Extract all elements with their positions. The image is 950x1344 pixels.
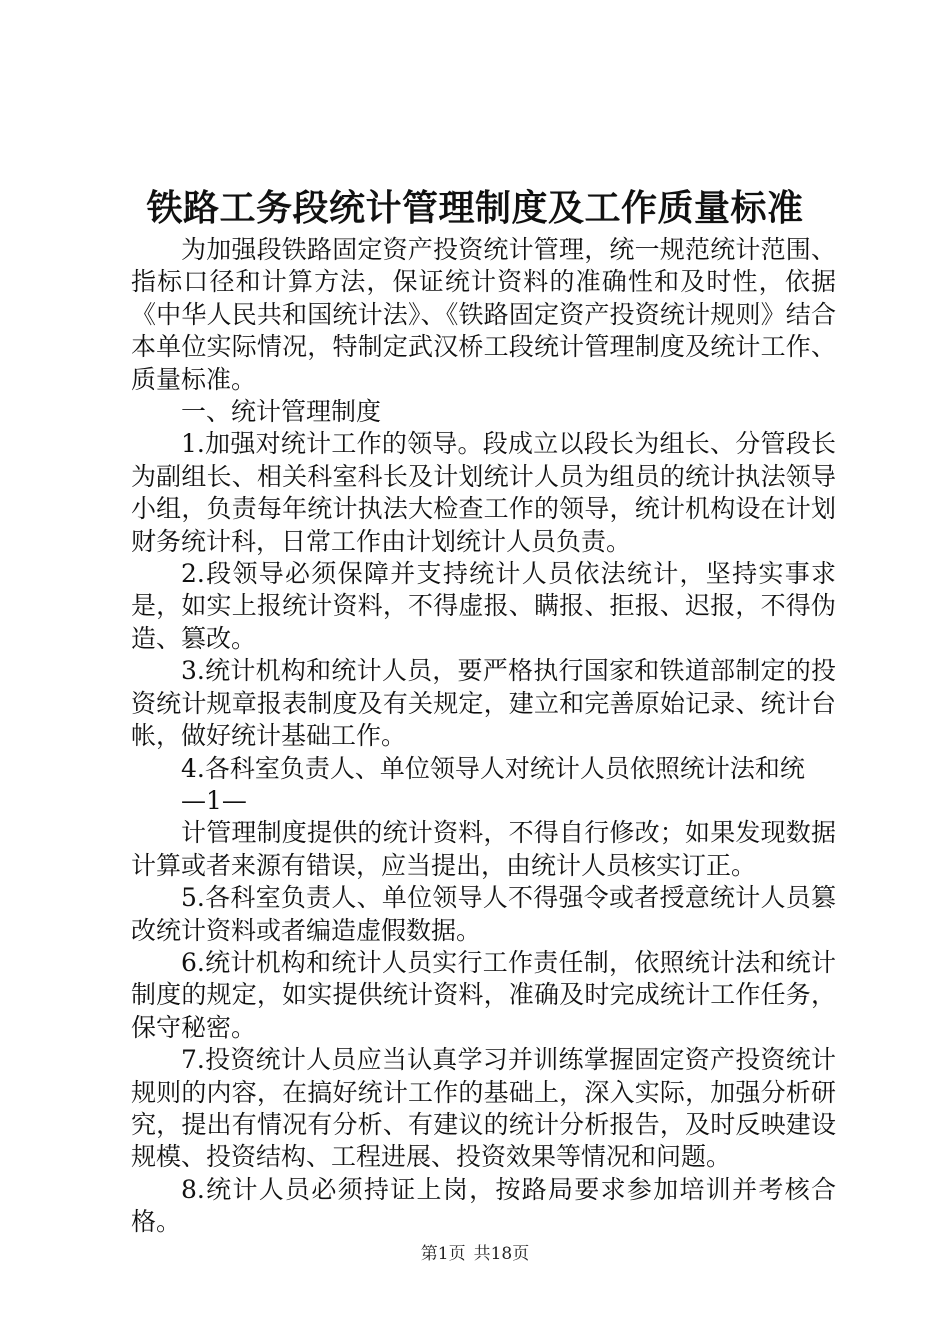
paragraph-item-3: 3.统计机构和统计人员，要严格执行国家和铁道部制定的投资统计规章报表制度及有关规定，建立和完善原始记录、统计台帐，做好统计基础工作。	[131, 656, 836, 751]
paragraph-item-7: 7.投资统计人员应当认真学习并训练掌握固定资产投资统计规则的内容，在搞好统计工作的基础上，深入实际，加强分析研究，提出有情况有分析、有建议的统计分析报告，及时反映建设规模、投资结构、工程进展、投资效果等情况和问题。	[131, 1045, 836, 1172]
paragraph-item-1: 1.加强对统计工作的领导。段成立以段长为组长、分管段长为副组长、相关科室科长及计划统计人员为组员的统计执法领导小组，负责每年统计执法大检查工作的领导，统计机构设在计划财务统计科，日常工作由计划统计人员负责。	[131, 429, 836, 556]
section-heading: 一、统计管理制度	[181, 397, 382, 427]
inner-page-marker: —1—	[181, 785, 247, 815]
page-number: 第1页	[420, 1244, 466, 1264]
paragraph-item-4-continued: 计管理制度提供的统计资料，不得自行修改；如果发现数据计算或者来源有错误，应当提出，由统计人员核实订正。	[131, 818, 836, 880]
paragraph-intro: 为加强段铁路固定资产投资统计管理，统一规范统计范围、指标口径和计算方法，保证统计资料的准确性和及时性，依据《中华人民共和国统计法》、《铁路固定资产投资统计规则》结合本单位实际情况，特制定武汉桥工段统计管理制度及统计工作、质量标准。	[131, 235, 836, 394]
paragraph-item-5: 5.各科室负责人、单位领导人不得强令或者授意统计人员篡改统计资料或者编造虚假数据。	[131, 883, 836, 945]
paragraph-item-4-start: 4.各科室负责人、单位领导人对统计人员依照统计法和统	[181, 753, 805, 783]
page-footer	[0, 1243, 950, 1265]
paragraph-item-8: 8.统计人员必须持证上岗，按路局要求参加培训并考核合格。	[131, 1174, 836, 1237]
document-title: 铁路工务段统计管理制度及工作质量标准	[146, 187, 804, 229]
paragraph-item-2: 2.段领导必须保障并支持统计人员依法统计，坚持实事求是，如实上报统计资料，不得虚报、瞒报、拒报、迟报，不得伪造、篡改。	[131, 559, 836, 653]
document-body	[131, 234, 836, 1239]
page-total: 共18页	[473, 1244, 530, 1264]
paragraph-item-6: 6.统计机构和统计人员实行工作责任制，依照统计法和统计制度的规定，如实提供统计资料，准确及时完成统计工作任务，保守秘密。	[131, 947, 836, 1042]
